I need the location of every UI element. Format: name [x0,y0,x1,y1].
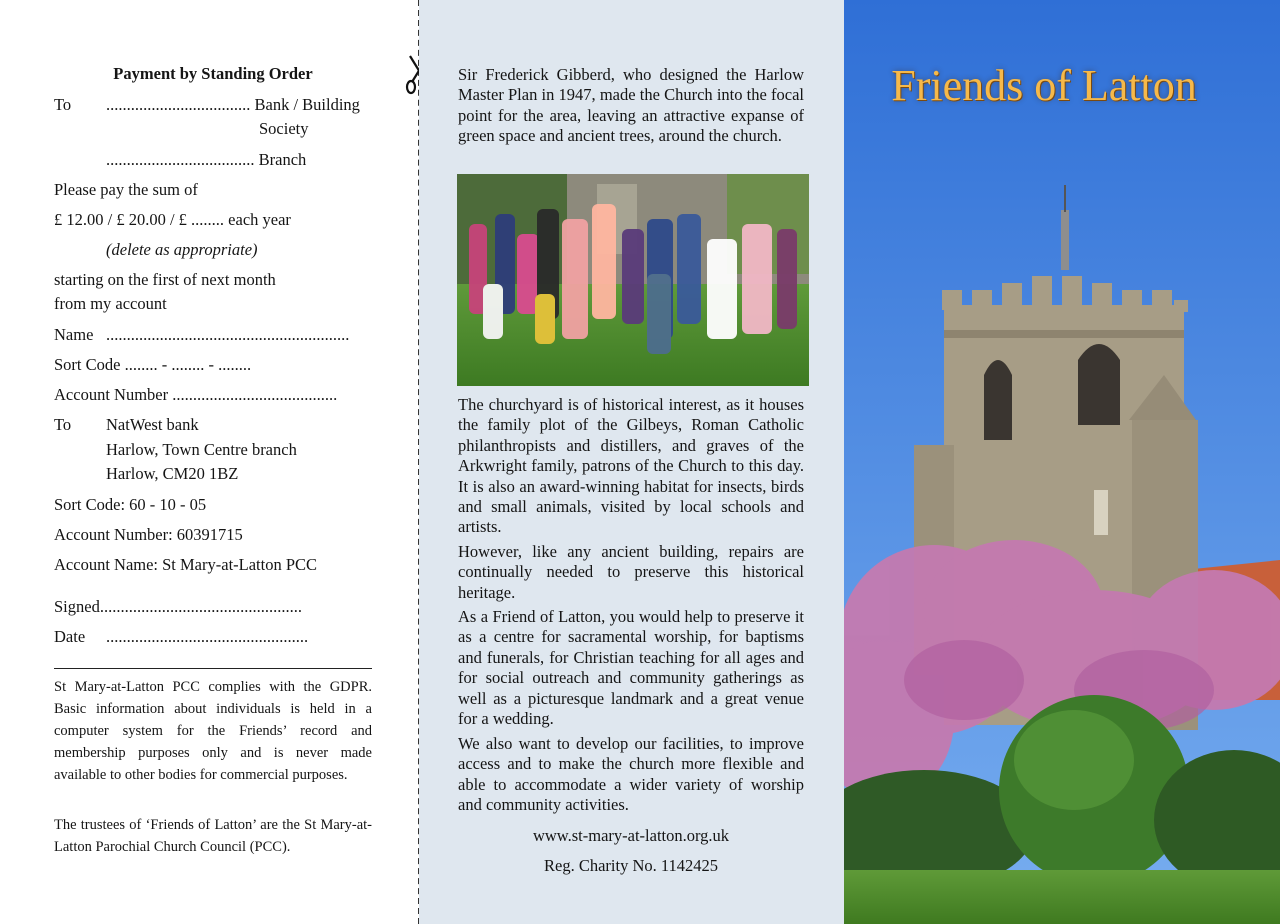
payee-account-number: Account Number: 60391715 [54,525,243,544]
cover-title: Friends of Latton [891,61,1197,110]
branch-field[interactable] [106,150,306,170]
bank-suffix-society: Society [259,119,309,138]
delete-note: (delete as appropriate) [106,240,258,259]
branch-line: .................................... [106,150,255,169]
signed-label: Signed [54,597,100,616]
charity-number: Reg. Charity No. 1142425 [544,856,718,875]
cover-panel [844,0,1280,924]
branch-suffix: Branch [258,150,307,169]
sort-code-field[interactable]: Sort Code ........ - ........ - ........ [54,355,252,374]
trustees-notice: The trustees of ‘Friends of Latton’ are the St Mary-at-Latton Parochial Church Council (PCC). [54,817,372,855]
payee-to-label: To [54,415,72,434]
payment-title: Payment by Standing Order [113,64,313,83]
info-paragraph-5: We also want to develop our facilities, to improve access and to make the church more flexible and able to accommodate a wider variety of worship and community activities. [458,734,804,815]
payee-account-name: Account Name: St Mary-at-Latton PCC [54,555,318,574]
bank-suffix: Bank / Building [254,95,360,114]
divider [54,668,372,669]
date-label: Date [54,627,86,646]
amount-options[interactable]: £ 12.00 / £ 20.00 / £ ........ each year [54,210,291,229]
gdpr-notice: St Mary-at-Latton PCC complies with the GDPR. Basic information about individuals is held in a computer system for the Friends’ record and membership purposes only and is never made available to other bodies for commercial purposes. [54,679,372,783]
group-photo [457,174,809,386]
account-number-field[interactable]: Account Number ........................................ [54,385,338,404]
standing-order-panel [0,0,418,924]
starting-text-1: starting on the first of next month [54,270,276,289]
payee-sort-code: Sort Code: 60 - 10 - 05 [54,495,207,514]
bank-name-field[interactable] [106,95,360,115]
info-paragraph-4: As a Friend of Latton, you would help to preserve it as a centre for sacramental worship, for baptisms and funerals, for Christian teaching for all ages and for social outreach and community gatherings as well as a picturesque landmark and a great venue for a wedding. [458,607,804,729]
payee-address: Harlow, CM20 1BZ [106,464,239,483]
date-field[interactable]: ................................................. [106,627,309,646]
signed-field[interactable] [54,597,302,617]
info-paragraph-2: The churchyard is of historical interest, as it houses the family plot of the Gilbeys, Roman Catholic philanthropists and distillers, and graves of the Arkwright family, patrons of the Church to this day. It is also an award-winning habitat for insects, birds and small animals, visited by local schools and artists. [458,395,804,537]
signed-line: ................................................. [99,597,302,616]
bank-name-line: ................................... [106,95,251,114]
payee-branch: Harlow, Town Centre branch [106,440,297,459]
pay-sum-text: Please pay the sum of [54,180,198,199]
church-photo [844,0,1280,924]
to-label: To [54,95,72,114]
payee-bank: NatWest bank [106,415,199,434]
info-paragraph-3: However, like any ancient building, repairs are continually needed to preserve this historical heritage. [458,542,804,602]
info-paragraph-1: Sir Frederick Gibberd, who designed the Harlow Master Plan in 1947, made the Church into the focal point for the area, leaving an attractive expanse of green space and ancient trees, around the church. [458,65,804,146]
starting-text-2: from my account [54,294,167,313]
website-link[interactable]: www.st-mary-at-latton.org.uk [532,826,730,845]
name-label: Name [54,325,94,344]
name-field[interactable]: ........................................................... [106,325,350,344]
